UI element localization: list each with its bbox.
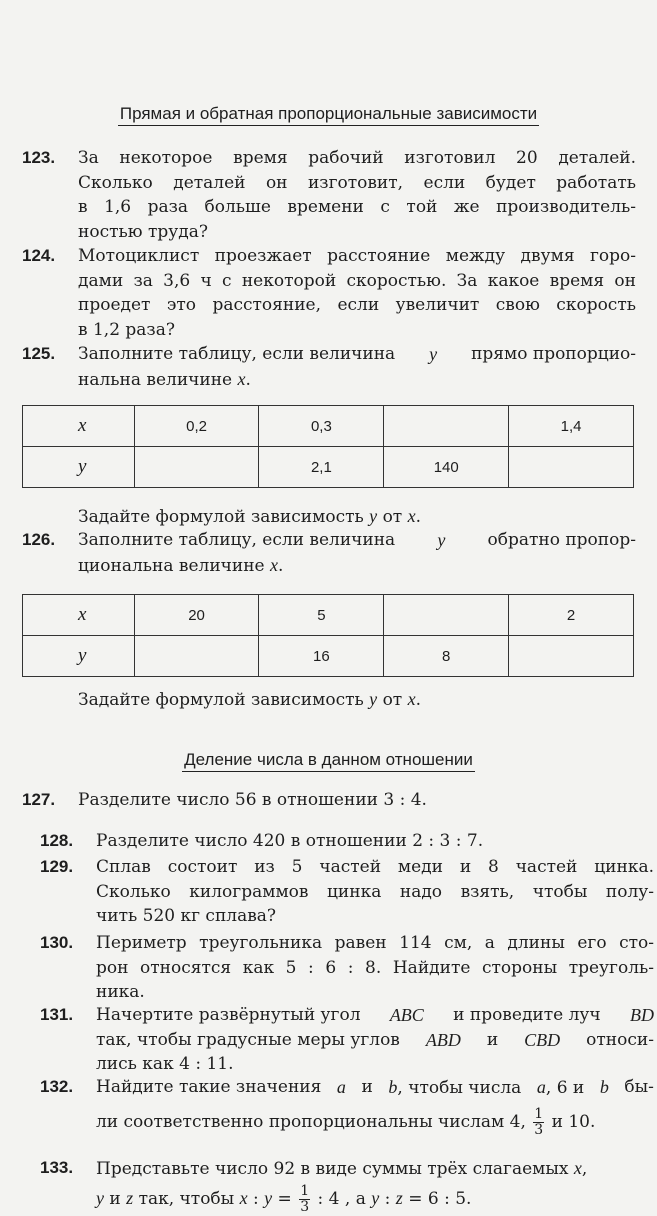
table-direct-proportion	[22, 405, 634, 488]
problem-text-line: рон относятся как 5 : 6 : 8. Найдите стороны треуголь-	[96, 957, 654, 978]
table-cell: 140	[384, 447, 509, 488]
table-cell	[384, 595, 509, 636]
problem-number: 123.	[22, 148, 56, 167]
problem-text-line: За некоторое время рабочий изготовил 20 деталей.	[78, 148, 636, 168]
problem-number: 125.	[22, 344, 56, 363]
variable-x: x	[237, 368, 246, 389]
table-cell: 2	[509, 595, 634, 636]
problem-text-line: Начертите развёрнутый угол ABC и проведите луч BD	[96, 1005, 654, 1025]
problem-number: 128.	[40, 831, 74, 850]
variable-y: y	[437, 530, 446, 550]
problem-text-line: ли соответственно пропорциональны числам 4, $\frac{1}{3}$ и 10.	[96, 1105, 596, 1138]
table-cell	[509, 447, 634, 488]
problem-text-line: ника.	[96, 982, 145, 1002]
table-cell: 0,3	[259, 406, 384, 447]
table-cell: 2,1	[259, 447, 384, 488]
table-header-x: x	[23, 595, 135, 636]
problem-number: 131.	[40, 1005, 74, 1024]
problem-text-line: проедет это расстояние, если увеличит свою скорость	[78, 295, 636, 315]
problem-text-line: y и z так, чтобы x : y = $\frac{1}{3}$ : 4 , а y : z = 6 : 5.	[96, 1182, 472, 1215]
table-header-y: y	[23, 447, 135, 488]
table-cell	[134, 636, 259, 677]
problem-text-line: чить 520 кг сплава?	[96, 906, 277, 926]
table-cell	[384, 406, 509, 447]
problem-number: 130.	[40, 933, 74, 952]
table-inverse-proportion	[22, 594, 634, 677]
formula-instruction-1: Задайте формулой зависимость y от x.	[78, 506, 422, 527]
problem-text-line: ностью труда?	[78, 221, 208, 242]
problem-text-line: Заполните таблицу, если величина y прямо пропорцио-	[78, 342, 636, 367]
problem-text-line: Мотоциклист проезжает расстояние между двумя горо-	[78, 246, 636, 266]
table-row-y	[23, 447, 634, 488]
problem-text-line: в 1,6 раза больше времени с той же производитель-	[78, 197, 636, 217]
table-header-y: y	[23, 636, 135, 677]
table-cell: 20	[134, 595, 259, 636]
section-title-ratio-division: Деление числа в данном отношении	[0, 750, 657, 772]
table-cell: 8	[384, 636, 509, 677]
problem-number: 127.	[22, 790, 56, 809]
variable-x: x	[270, 554, 279, 575]
table-header-x: x	[23, 406, 135, 447]
table-cell: 0,2	[134, 406, 259, 447]
problem-number: 129.	[40, 857, 74, 876]
table-row-x	[23, 406, 634, 447]
table-row-y	[23, 636, 634, 677]
fraction-one-third: $\frac{1}{3}$	[300, 1182, 310, 1215]
problem-text-line: Сколько деталей он изготовит, если будет работать	[78, 172, 636, 193]
problem-text-line: циональна величине x.	[78, 554, 284, 576]
problem-number: 124.	[22, 246, 56, 265]
section-title-direct-inverse: Прямая и обратная пропорциональные зависимости	[0, 104, 657, 126]
problem-number: 133.	[40, 1158, 74, 1177]
fraction-one-third: $\frac{1}{3}$	[534, 1105, 544, 1138]
table-cell: 16	[259, 636, 384, 677]
problem-text-line: Периметр треугольника равен 114 см, а длины его сто-	[96, 933, 654, 953]
table-cell: 5	[259, 595, 384, 636]
problem-text-line: лись как 4 : 11.	[96, 1054, 234, 1074]
problem-text-line: Разделите число 56 в отношении 3 : 4.	[78, 790, 427, 810]
problem-text-line: нальна величине x.	[78, 368, 251, 390]
problem-text-line: Разделите число 420 в отношении 2 : 3 : 7.	[96, 831, 484, 851]
variable-y: y	[429, 344, 438, 364]
problem-text-line: в 1,2 раза?	[78, 319, 175, 340]
problem-text-line: Найдите такие значения a и b, чтобы числа a, 6 и b бы-	[96, 1077, 654, 1098]
table-cell	[134, 447, 259, 488]
problem-text-line: Сколько килограммов цинка надо взять, чтобы полу-	[96, 881, 654, 902]
table-row-x	[23, 595, 634, 636]
problem-text-line: Представьте число 92 в виде суммы трёх слагаемых x,	[96, 1158, 588, 1179]
problem-number: 132.	[40, 1077, 74, 1096]
formula-instruction-2: Задайте формулой зависимость y от x.	[78, 689, 422, 710]
problem-number: 126.	[22, 530, 56, 549]
problem-text-line: Сплав состоит из 5 частей меди и 8 частей цинка.	[96, 857, 654, 877]
table-cell: 1,4	[509, 406, 634, 447]
problem-text-line: так, чтобы градусные меры углов ABD и CBD относи-	[96, 1029, 654, 1050]
problem-text-line: дами за 3,6 ч с некоторой скоростью. За какое время он	[78, 270, 636, 291]
problem-text-line: Заполните таблицу, если величина y обратно пропор-	[78, 528, 636, 553]
table-cell	[509, 636, 634, 677]
